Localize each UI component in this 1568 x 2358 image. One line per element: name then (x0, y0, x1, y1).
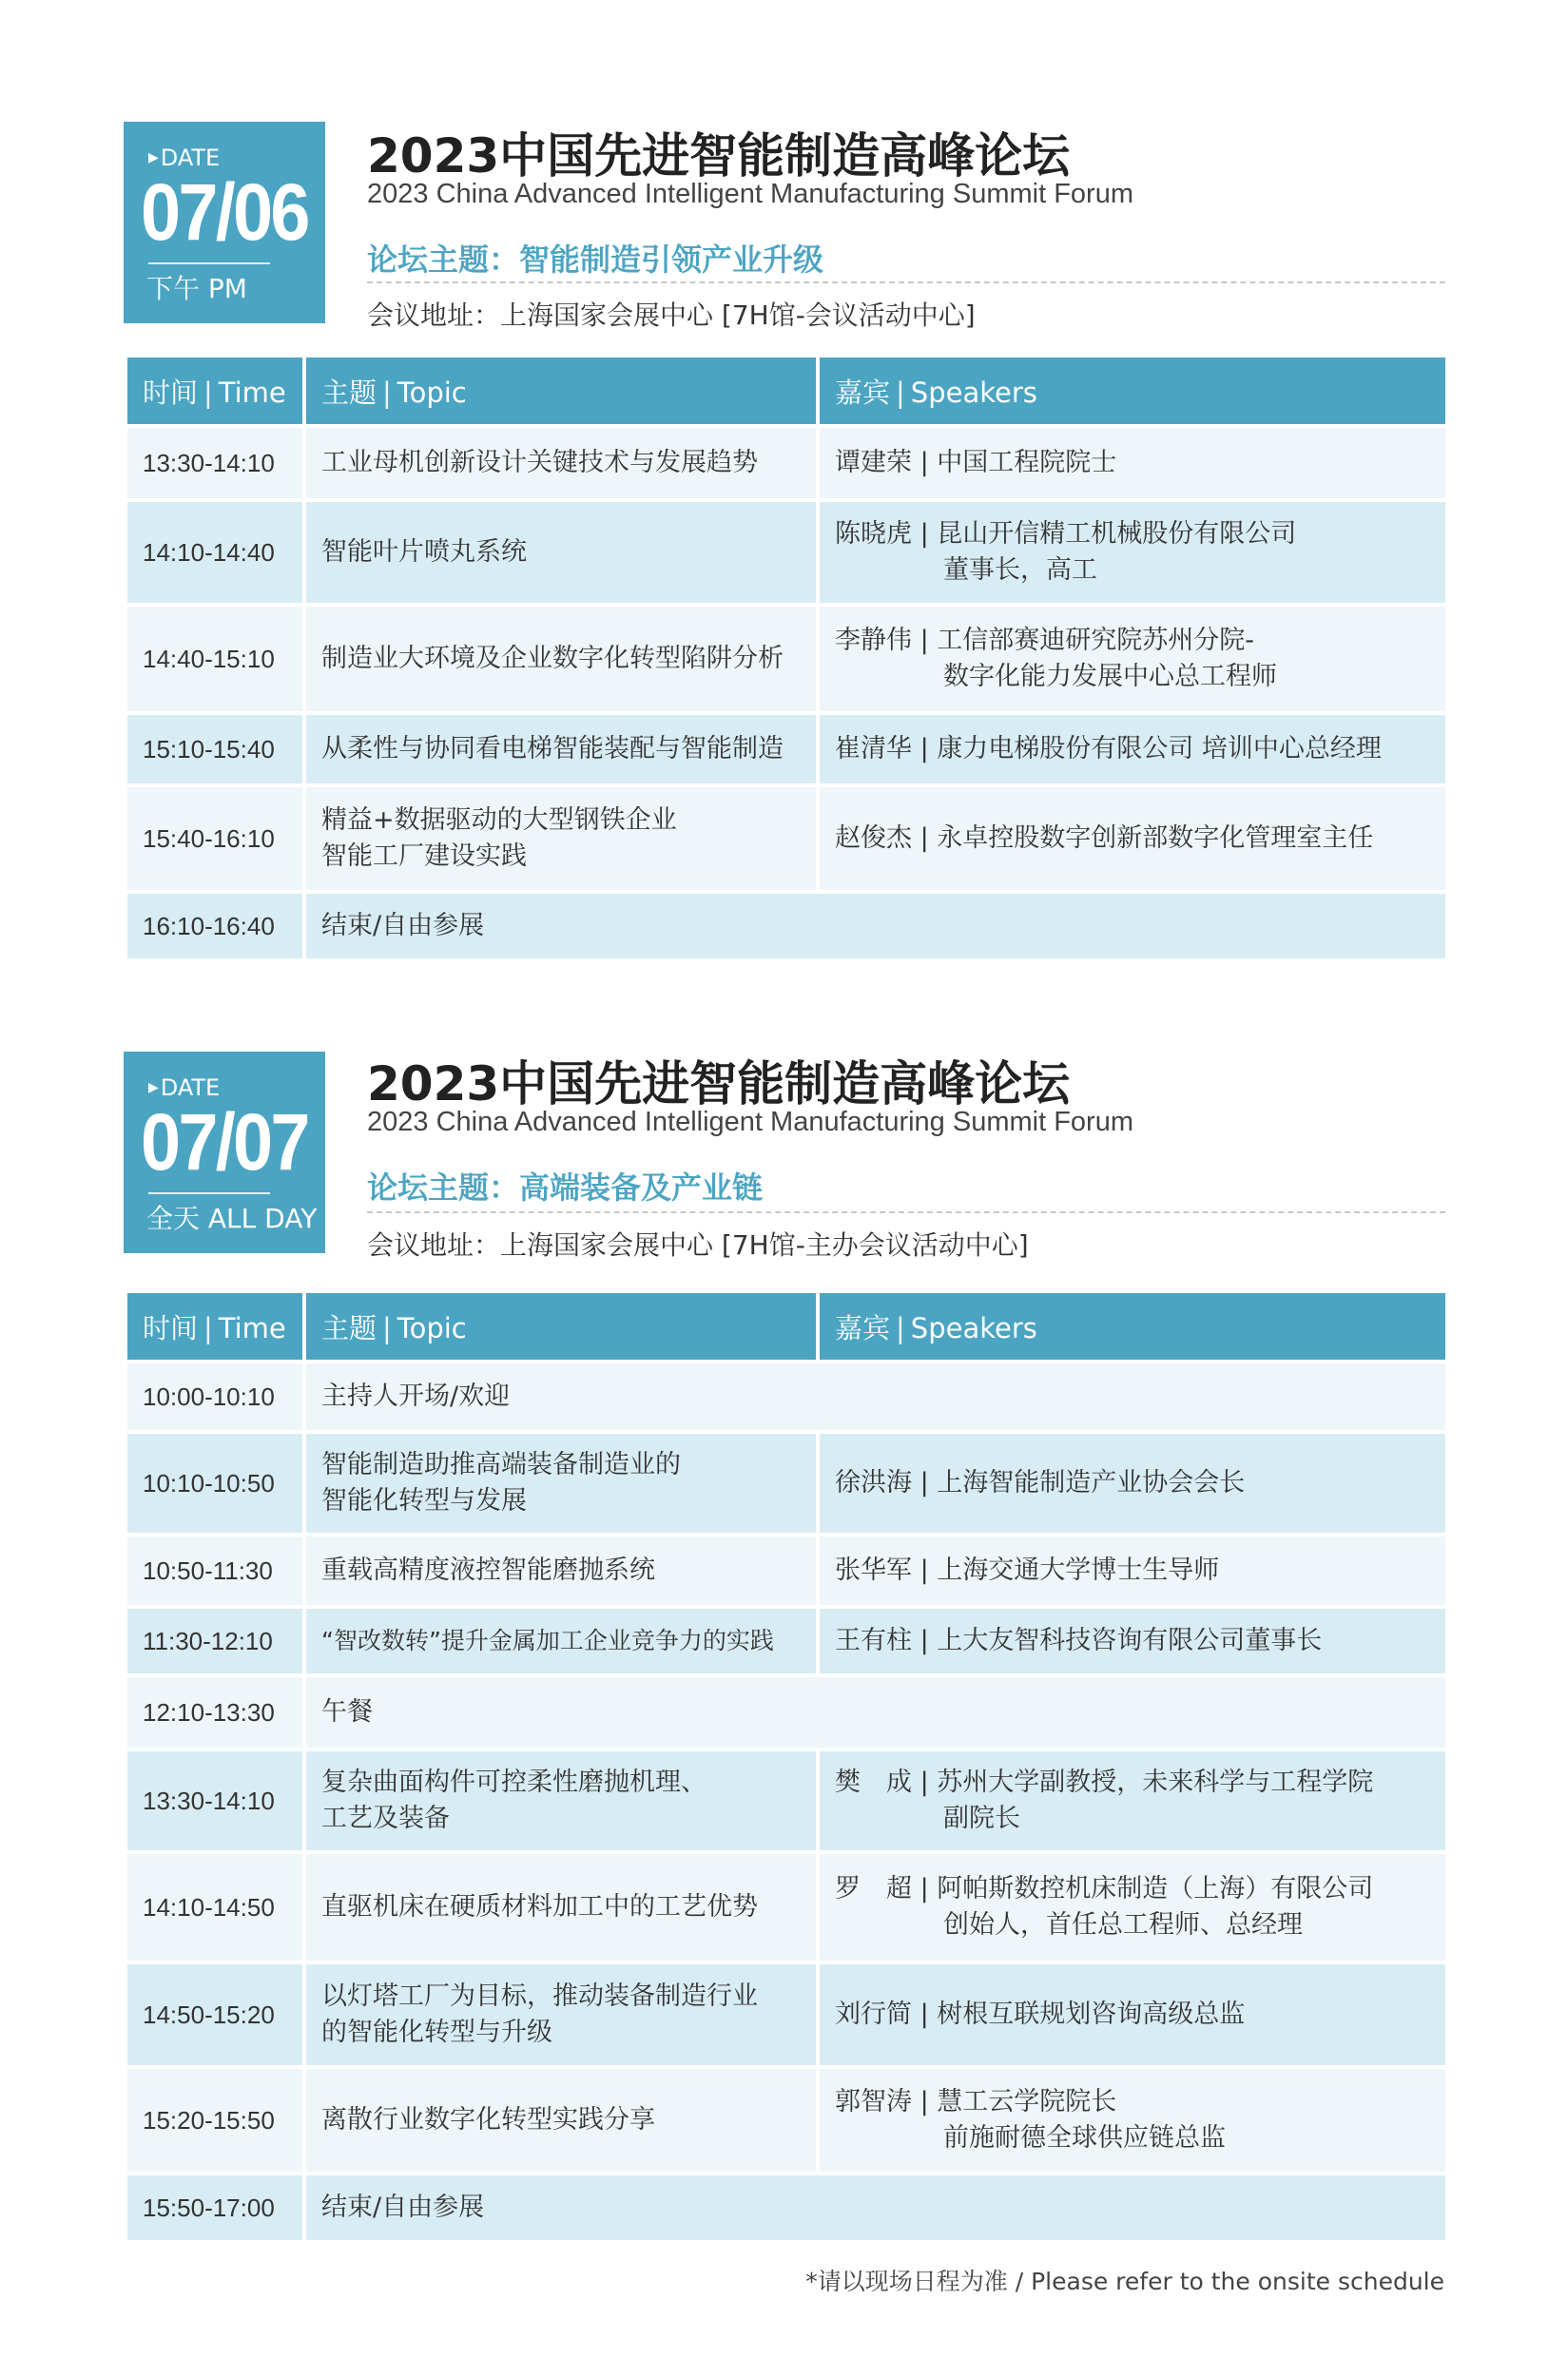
speaker-cell (818, 1852, 1447, 1962)
topic-cell: 重载高精度液控智能磨抛系统 (304, 1535, 818, 1607)
table-row (126, 1749, 1447, 1852)
table-row (126, 1362, 1447, 1432)
time-cell: 16:10-16:40 (126, 892, 304, 960)
header-speaker-en: Speakers (910, 376, 1037, 409)
topic-cell: 午餐 (304, 1675, 1447, 1749)
table-row (126, 2067, 1447, 2174)
topic-cell: 工业母机创新设计关键技术与发展趋势 (304, 426, 818, 500)
date-period: 全天 ALL DAY (146, 1203, 318, 1234)
table-header-row (126, 1291, 1447, 1362)
speaker-line: 郭智涛 | 慧工云学院院长 (835, 2087, 1117, 2116)
dashed-divider (367, 281, 1445, 283)
date-badge (124, 122, 325, 323)
time-cell: 15:50-17:00 (126, 2174, 304, 2242)
topic-cell: 制造业大环境及企业数字化转型陷阱分析 (304, 605, 818, 713)
speaker-cell (818, 1535, 1447, 1607)
speaker-cell (818, 713, 1447, 785)
header-topic-en: Topic (397, 376, 467, 409)
date-label-text: DATE (160, 1074, 221, 1101)
speaker-cell (818, 1749, 1447, 1852)
speaker-line: 徐洪海 | 上海智能制造产业协会会长 (835, 1468, 1246, 1498)
header-speaker-cn: 嘉宾 (835, 376, 891, 409)
topic-cell: 从柔性与协同看电梯智能装配与智能制造 (304, 713, 818, 785)
time-cell: 15:10-15:40 (126, 713, 304, 785)
header-time: 时间 | Time (126, 356, 304, 426)
topic-cell: 离散行业数字化转型实践分享 (304, 2067, 818, 2174)
table-row (126, 713, 1447, 785)
speaker-cell (818, 1432, 1447, 1535)
forum-title-cn: 2023中国先进智能制造高峰论坛 (367, 1056, 1071, 1111)
header-time-en: Time (218, 1311, 286, 1344)
time-cell: 12:10-13:30 (126, 1675, 304, 1749)
time-cell: 15:20-15:50 (126, 2067, 304, 2174)
speaker-line: 崔清华 | 康力电梯股份有限公司 培训中心总经理 (835, 734, 1382, 763)
table-row (126, 785, 1447, 892)
time-cell: 14:50-15:20 (126, 1962, 304, 2067)
topic-cell: 主持人开场/欢迎 (304, 1362, 1447, 1432)
date-label-text: DATE (160, 145, 221, 171)
time-cell: 10:50-11:30 (126, 1535, 304, 1607)
speaker-cell (818, 1962, 1447, 2067)
date-divider (148, 262, 270, 264)
forum-venue: 会议地址：上海国家会展中心 [7H馆-主办会议活动中心] (367, 1229, 1029, 1261)
header-topic-cn: 主题 (321, 1311, 377, 1344)
forum-title-en: 2023 China Advanced Intelligent Manufacturing Summit Forum (367, 179, 1133, 209)
header-speakers: 嘉宾 | Speakers (818, 1291, 1447, 1362)
speaker-cell (818, 500, 1447, 605)
topic-cell: 直驱机床在硬质材料加工中的工艺优势 (304, 1852, 818, 1962)
time-cell: 15:40-16:10 (126, 785, 304, 892)
triangle-icon: ▶ (148, 150, 159, 165)
speaker-cell (818, 1607, 1447, 1675)
speaker-line: 赵俊杰 | 永卓控股数字创新部数字化管理室主任 (835, 823, 1374, 853)
header-speaker-en: Speakers (910, 1311, 1037, 1344)
date-value: 07/06 (141, 167, 308, 257)
table-row (126, 500, 1447, 605)
table-row (126, 1535, 1447, 1607)
time-cell: 14:10-14:50 (126, 1852, 304, 1962)
time-cell: 14:10-14:40 (126, 500, 304, 605)
header-topic: 主题 | Topic (304, 356, 818, 426)
triangle-icon: ▶ (148, 1080, 159, 1095)
topic-cell: 结束/自由参展 (304, 2174, 1447, 2242)
table-row (126, 1852, 1447, 1962)
time-cell: 13:30-14:10 (126, 1749, 304, 1852)
header-topic-en: Topic (397, 1311, 467, 1344)
header-speaker-cn: 嘉宾 (835, 1311, 891, 1344)
table-row (126, 892, 1447, 960)
schedule-table (124, 354, 1449, 962)
header-time: 时间 | Time (126, 1291, 304, 1362)
speaker-line: 谭建荣 | 中国工程院院士 (835, 448, 1117, 477)
forum-title-cn: 2023中国先进智能制造高峰论坛 (367, 128, 1071, 184)
table-row (126, 605, 1447, 713)
forum-theme: 论坛主题：智能制造引领产业升级 (367, 242, 824, 278)
topic-cell: 精益+数据驱动的大型钢铁企业 智能工厂建设实践 (304, 785, 818, 892)
table-header-row (126, 356, 1447, 426)
speaker-line: 陈晓虎 | 昆山开信精工机械股份有限公司 (835, 519, 1297, 549)
forum-theme: 论坛主题：高端装备及产业链 (367, 1169, 764, 1206)
footnote: *请以现场日程为准 / Please refer to the onsite schedule (805, 2268, 1444, 2295)
dashed-divider (367, 1211, 1445, 1213)
header-time-en: Time (218, 376, 286, 409)
date-badge (124, 1052, 325, 1253)
speaker-line: 樊 成 | 苏州大学副教授，未来科学与工程学院 (835, 1768, 1374, 1797)
speaker-cell (818, 426, 1447, 500)
table-row (126, 1432, 1447, 1535)
topic-cell: 智能制造助推高端装备制造业的 智能化转型与发展 (304, 1432, 818, 1535)
time-cell: 11:30-12:10 (126, 1607, 304, 1675)
speaker-cell (818, 2067, 1447, 2174)
speaker-cell (818, 785, 1447, 892)
speaker-line: 刘行简 | 树根互联规划咨询高级总监 (835, 2000, 1246, 2029)
speaker-line-2: 前施耐德全球供应链总监 (943, 2123, 1226, 2153)
header-topic: 主题 | Topic (304, 1291, 818, 1362)
time-cell: 13:30-14:10 (126, 426, 304, 500)
speaker-line: 罗 超 | 阿帕斯数控机床制造（上海）有限公司 (835, 1874, 1374, 1904)
speaker-line: 王有柱 | 上大友智科技咨询有限公司董事长 (835, 1626, 1323, 1655)
topic-cell: 以灯塔工厂为目标，推动装备制造行业 的智能化转型与升级 (304, 1962, 818, 2067)
header-speakers: 嘉宾 | Speakers (818, 356, 1447, 426)
forum-title-en: 2023 China Advanced Intelligent Manufacturing Summit Forum (367, 1107, 1133, 1137)
schedule-table (124, 1289, 1449, 2244)
speaker-line-2: 创始人，首任总工程师、总经理 (943, 1910, 1303, 1940)
table-row (126, 1962, 1447, 2067)
date-divider (148, 1192, 270, 1194)
topic-cell: 结束/自由参展 (304, 892, 1447, 960)
date-value: 07/07 (141, 1097, 308, 1187)
time-cell: 14:40-15:10 (126, 605, 304, 713)
time-cell: 10:10-10:50 (126, 1432, 304, 1535)
speaker-line-2: 董事长，高工 (943, 555, 1097, 585)
speaker-line-2: 数字化能力发展中心总工程师 (943, 662, 1277, 691)
header-time-cn: 时间 (143, 1311, 199, 1344)
table-row (126, 426, 1447, 500)
topic-cell: “智改数转”提升金属加工企业竞争力的实践 (304, 1607, 818, 1675)
speaker-cell (818, 605, 1447, 713)
time-cell: 10:00-10:10 (126, 1362, 304, 1432)
table-row (126, 1607, 1447, 1675)
table-row (126, 2174, 1447, 2242)
speaker-line-2: 副院长 (943, 1804, 1020, 1833)
header-time-cn: 时间 (143, 376, 199, 409)
speaker-line: 张华军 | 上海交通大学博士生导师 (835, 1556, 1220, 1585)
header-topic-cn: 主题 (321, 376, 377, 409)
topic-cell: 智能叶片喷丸系统 (304, 500, 818, 605)
table-row (126, 1675, 1447, 1749)
forum-venue: 会议地址：上海国家会展中心 [7H馆-会议活动中心] (367, 300, 976, 331)
speaker-line: 李静伟 | 工信部赛迪研究院苏州分院- (835, 626, 1255, 655)
topic-cell: 复杂曲面构件可控柔性磨抛机理、 工艺及装备 (304, 1749, 818, 1852)
date-period: 下午 PM (146, 273, 247, 304)
